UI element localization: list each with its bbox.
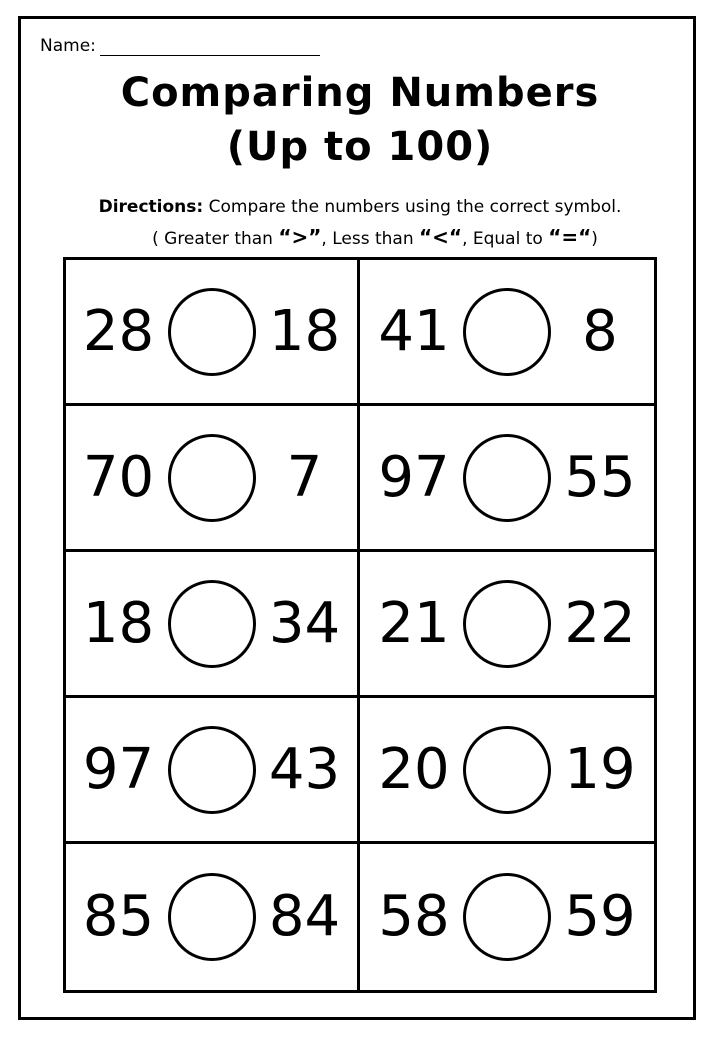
right-number: 18 bbox=[268, 298, 341, 364]
name-blank-line[interactable] bbox=[100, 37, 320, 56]
less-symbol: “<“ bbox=[419, 225, 463, 249]
answer-circle[interactable] bbox=[168, 726, 256, 814]
left-number: 20 bbox=[378, 736, 450, 802]
problem-cell bbox=[66, 552, 360, 698]
left-number: 21 bbox=[378, 590, 450, 656]
problem-cell bbox=[360, 406, 654, 552]
problem-cell bbox=[66, 406, 360, 552]
problem-cell bbox=[360, 260, 654, 406]
problem-cell bbox=[66, 844, 360, 990]
answer-circle[interactable] bbox=[168, 288, 256, 376]
left-number: 97 bbox=[82, 736, 155, 802]
answer-circle[interactable] bbox=[463, 434, 551, 522]
left-number: 18 bbox=[82, 590, 155, 656]
answer-circle[interactable] bbox=[463, 873, 551, 961]
directions bbox=[0, 192, 720, 254]
greater-symbol: “>” bbox=[278, 225, 322, 249]
problem-grid bbox=[63, 257, 657, 993]
right-number: 43 bbox=[268, 736, 341, 802]
problem-cell bbox=[360, 552, 654, 698]
answer-circle[interactable] bbox=[168, 580, 256, 668]
left-number: 41 bbox=[378, 298, 450, 364]
worksheet-subtitle: (Up to 100) bbox=[226, 124, 494, 170]
name-label: Name: bbox=[40, 36, 96, 56]
problem-cell bbox=[66, 698, 360, 844]
directions-line2-open: ( Greater than bbox=[152, 229, 279, 249]
left-number: 70 bbox=[82, 444, 155, 510]
problem-cell bbox=[360, 844, 654, 990]
right-number: 84 bbox=[268, 884, 341, 949]
directions-text: Compare the numbers using the correct symbol. bbox=[203, 197, 622, 217]
problem-cell bbox=[360, 698, 654, 844]
right-number: 59 bbox=[564, 884, 636, 949]
worksheet-title: Comparing Numbers bbox=[120, 70, 600, 116]
right-number: 34 bbox=[268, 590, 341, 656]
answer-circle[interactable] bbox=[463, 580, 551, 668]
answer-circle[interactable] bbox=[168, 873, 256, 961]
answer-circle[interactable] bbox=[463, 726, 551, 814]
left-number: 97 bbox=[378, 444, 450, 510]
less-text: , Less than bbox=[321, 229, 420, 249]
problem-cell bbox=[66, 260, 360, 406]
left-number: 58 bbox=[378, 884, 450, 949]
name-field bbox=[40, 36, 320, 56]
directions-line2-close: ) bbox=[591, 229, 598, 249]
directions-label: Directions bbox=[98, 197, 197, 217]
left-number: 85 bbox=[82, 884, 155, 949]
right-number: 55 bbox=[564, 444, 636, 510]
left-number: 28 bbox=[82, 298, 155, 364]
directions-colon: : bbox=[196, 197, 204, 217]
right-number: 8 bbox=[582, 298, 618, 364]
answer-circle[interactable] bbox=[463, 288, 551, 376]
answer-circle[interactable] bbox=[168, 434, 256, 522]
equal-symbol: “=“ bbox=[548, 225, 592, 249]
equal-text: , Equal to bbox=[462, 229, 549, 249]
right-number: 19 bbox=[564, 736, 636, 802]
right-number: 22 bbox=[564, 590, 636, 656]
right-number: 7 bbox=[286, 444, 323, 510]
